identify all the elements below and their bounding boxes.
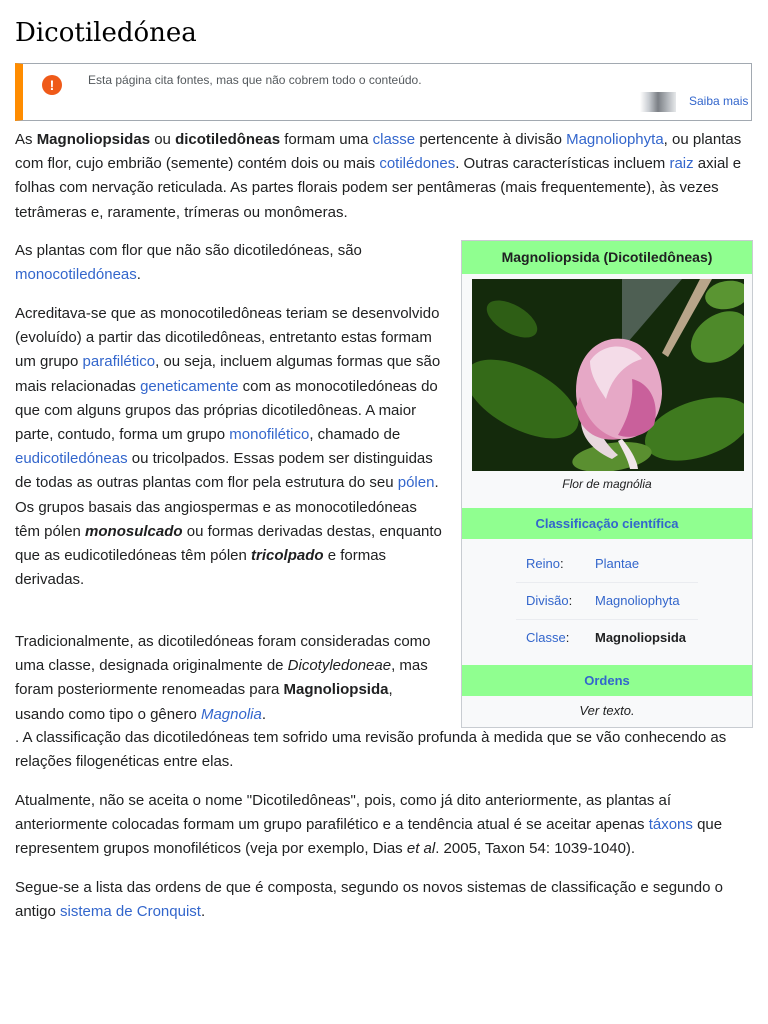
text: Tradicionalmente, as dicotiledóneas foram consideradas como uma classe, designada originalmente de [15,633,431,675]
notice-text: Esta página cita fontes, mas que não cobrem todo o conteúdo. [88,73,422,87]
rank-colon: : [559,556,564,571]
text: ou tricolpados. Essas podem ser distinguidas de todas as outras plantas com flor pela estrutura do seu [15,450,433,492]
orders-header[interactable]: Ordens [462,665,752,696]
link-taxons[interactable]: táxons [648,816,693,834]
link-eudicotiledoneas[interactable]: eudicotiledóneas [15,450,128,468]
paragraph-tradition-cont [15,726,752,774]
classification-header[interactable]: Classificação científica [462,508,752,539]
paragraph-monocots [15,239,445,287]
link-monocotiledoneas[interactable]: monocotiledóneas [15,266,137,284]
exclamation-icon: ! [42,75,62,95]
taxon-row-divisao [516,582,698,620]
text: . 2005, Taxon 54: 1039-1040). [435,840,636,858]
rank-colon: : [568,593,573,608]
paragraph-tradition: Tradicionalmente, as dicotiledóneas foram consideradas como uma classe, designada originalmente de Dicotyledoneae, mas foram posteriormente renomeadas para Magnoliopsida, usando como tipo o gênero Magnolia. [15,633,431,723]
text: e formas derivadas. [15,547,387,589]
link-parafiletico[interactable]: parafilético [82,353,156,371]
page-title: Dicotiledónea [15,18,197,48]
taxon-rank[interactable] [526,545,564,582]
text: As plantas com flor que não são dicotiledóneas, são [15,242,362,259]
link-magnoliophyta[interactable]: Magnoliophyta [566,131,664,148]
paragraph-evolution [15,302,445,592]
link-magnolia[interactable] [201,706,262,723]
rank-label: Reino [526,556,560,571]
text: . [200,903,206,921]
text: pertencente à divisão [415,131,567,148]
link-geneticamente[interactable]: geneticamente [140,377,239,395]
bold-term: Magnoliopsidas [36,131,151,148]
italic-term: Dicotyledoneae [287,657,392,675]
taxobox-title: Magnoliopsida (Dicotiledôneas) [462,241,752,274]
text: . Os grupos basais das angiospermas e as monocotiledóneas têm pólen [15,474,439,540]
text: . A classificação das dicotiledóneas tem sofrido uma revisão profunda à medida que se vão conhecendo as relações filogenéticas entre elas. [15,729,727,771]
text: ou [150,131,176,148]
taxon-row-classe [516,619,698,656]
text: com as monocotiledóneas do que com alguns grupos das próprias dicotiledôneas. A maior parte, contudo, forma um grupo [15,377,438,444]
italic-term: et al [406,840,436,858]
taxon-value-link[interactable]: Magnoliophyta [595,593,680,608]
link-classe[interactable]: classe [372,131,416,148]
text: . [136,266,141,284]
taxon-value-current: Magnoliopsida [595,630,686,645]
text: Atualmente, não se aceita o nome "Dicotiledôneas", pois, como já dito anteriormente, as plantas aí anteriormente colocadas formam um grupo parafilético e a tendência atual é se aceitar apenas [15,792,672,834]
rank-label: Classe [526,630,566,645]
taxon-row-reino [516,545,698,583]
paragraph-current [15,789,752,862]
image-caption: Flor de magnólia [562,477,652,491]
link-monofiletico[interactable]: monofilético [229,426,310,444]
link-polen[interactable]: pólen [397,474,435,492]
rank-label: Divisão [526,593,569,608]
bold-italic-term: tricolpado [251,547,324,565]
citation-notice [15,63,752,121]
link-raiz[interactable]: raiz [669,155,694,173]
text: axial e folhas com nervação reticulada. As partes florais podem ser pentâmeras (mais frequentemente), às vezes tetrâmeras e, raramente, trímeras ou monômeras. [15,155,742,221]
text: formam uma [280,131,373,148]
text: , usando como tipo o gênero [15,681,393,723]
taxobox [461,240,753,728]
text: , chamado de [309,426,401,444]
magnolia-flower-image [472,279,744,471]
text: , ou plantas com flor, cujo embrião (semente) contém dois ou mais [15,131,742,173]
paragraph-orders [15,876,752,924]
rank-colon: : [565,630,570,645]
link-cronquist[interactable]: sistema de Cronquist [60,903,201,921]
taxon-rank[interactable] [526,619,569,656]
taxon-value-link[interactable]: Plantae [595,556,640,571]
text: , ou seja, incluem algumas formas que são mais relacionadas [15,353,441,395]
italic-link-text: Magnolia [200,705,262,723]
bold-italic-term: monosulcado [85,522,183,540]
learn-more-link[interactable]: Saiba mais [689,94,749,108]
orders-note: Ver texto. [579,703,635,718]
taxon-rank[interactable] [526,582,572,619]
magnolia-photo[interactable] [472,279,744,471]
paragraph-intro [15,128,752,225]
bold-term: dicotiledôneas [175,131,281,148]
text: As [15,131,37,148]
link-cotiledones[interactable]: cotilédones [379,155,456,173]
bold-term: Magnoliopsida [283,681,389,699]
text: , mas foram posteriormente renomeadas para [15,657,428,699]
text: que representem grupos monofiléticos (veja por exemplo, Dias [15,816,723,858]
text: . Outras características incluem [455,155,670,173]
text: Acreditava-se que as monocotiledôneas teriam se desenvolvido (evoluído) a partir das dicotiledôneas, entretanto estas formam um grupo [15,305,440,371]
notice-gradient [640,92,676,112]
text: Segue-se a lista das ordens de que é composta, segundo os novos sistemas de classificação e segundo o antigo [15,879,723,921]
text: ou formas derivadas destas, enquanto que as eudicotiledóneas têm pólen [15,522,442,565]
